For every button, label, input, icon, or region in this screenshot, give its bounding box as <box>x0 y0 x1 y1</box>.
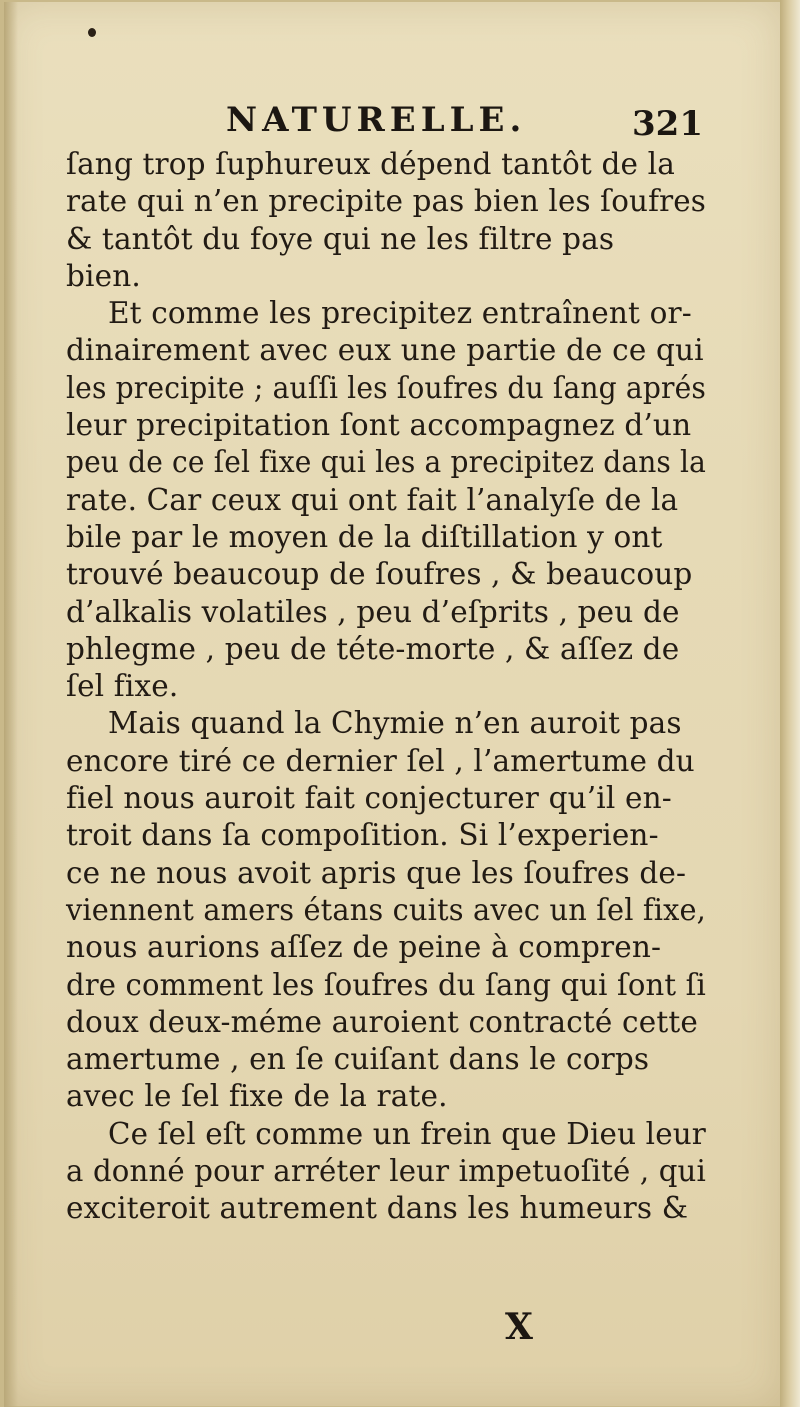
text-line: fiel nous auroit fait conjecturer qu’il en- <box>66 781 672 816</box>
text-line: viennent amers étans cuits avec un ſel fixe, <box>66 892 706 927</box>
text-line: a donné pour arréter leur impetuoſité , qui <box>66 1154 706 1189</box>
text-line: bien. <box>66 258 141 293</box>
text-line: ce ne nous avoit apris que les ſoufres de- <box>66 855 687 890</box>
text-line: rate qui n’en precipite pas bien les ſoufres <box>66 184 706 219</box>
text-line: phlegme , peu de téte-morte , & aſſez de <box>66 631 680 666</box>
text-line: & tantôt du foye qui ne les filtre pas <box>66 221 615 256</box>
text-line: Ce ſel eſt comme un frein que Dieu leur <box>108 1116 706 1151</box>
text-line: nous aurions aſſez de peine à compren- <box>66 930 662 965</box>
text-line: d’alkalis volatiles , peu d’eſprits , peu de <box>66 594 680 629</box>
text-line: dre comment les ſoufres du ſang qui ſont ſi <box>66 967 706 1002</box>
text-line: rate. Car ceux qui ont fait l’analyſe de la <box>66 482 679 517</box>
body-text <box>66 146 706 1228</box>
running-title: NATURELLE. <box>226 100 527 140</box>
binding-gutter-shadow <box>4 2 18 1407</box>
text-line: ſang trop ſuphureux dépend tantôt de la <box>66 147 675 181</box>
text-line: bile par le moyen de la diſtillation y ont <box>66 519 663 554</box>
text-line: ſel fixe. <box>66 669 179 704</box>
text-line: encore tiré ce dernier ſel , l’amertume du <box>66 743 695 778</box>
text-line: trouvé beaucoup de ſoufres , & beaucoup <box>66 557 693 592</box>
text-line: Et comme les precipitez entraînent or- <box>108 296 692 331</box>
page-header <box>0 100 800 150</box>
text-line: avec le ſel fixe de la rate. <box>66 1079 448 1114</box>
text-line: leur precipitation ſont accompagnez d’un <box>66 408 692 443</box>
text-line: exciteroit autrement dans les humeurs & <box>66 1191 689 1226</box>
ink-speck <box>88 28 96 37</box>
signature-mark: X <box>505 1306 533 1348</box>
text-line: les precipite ; auſſi les ſoufres du ſang aprés <box>66 370 706 405</box>
text-line: doux deux-méme auroient contracté cette <box>66 1004 698 1039</box>
text-line: Mais quand la Chymie n’en auroit pas <box>108 706 682 741</box>
text-line: dinairement avec eux une partie de ce qui <box>66 333 704 368</box>
page-number: 321 <box>632 104 703 144</box>
text-line: peu de ce ſel fixe qui les a precipitez dans la <box>66 445 706 480</box>
page-edge <box>780 0 800 1407</box>
text-line: troit dans ſa compoſition. Si l’experien- <box>66 818 659 853</box>
text-line: amertume , en ſe cuiſant dans le corps <box>66 1042 650 1077</box>
